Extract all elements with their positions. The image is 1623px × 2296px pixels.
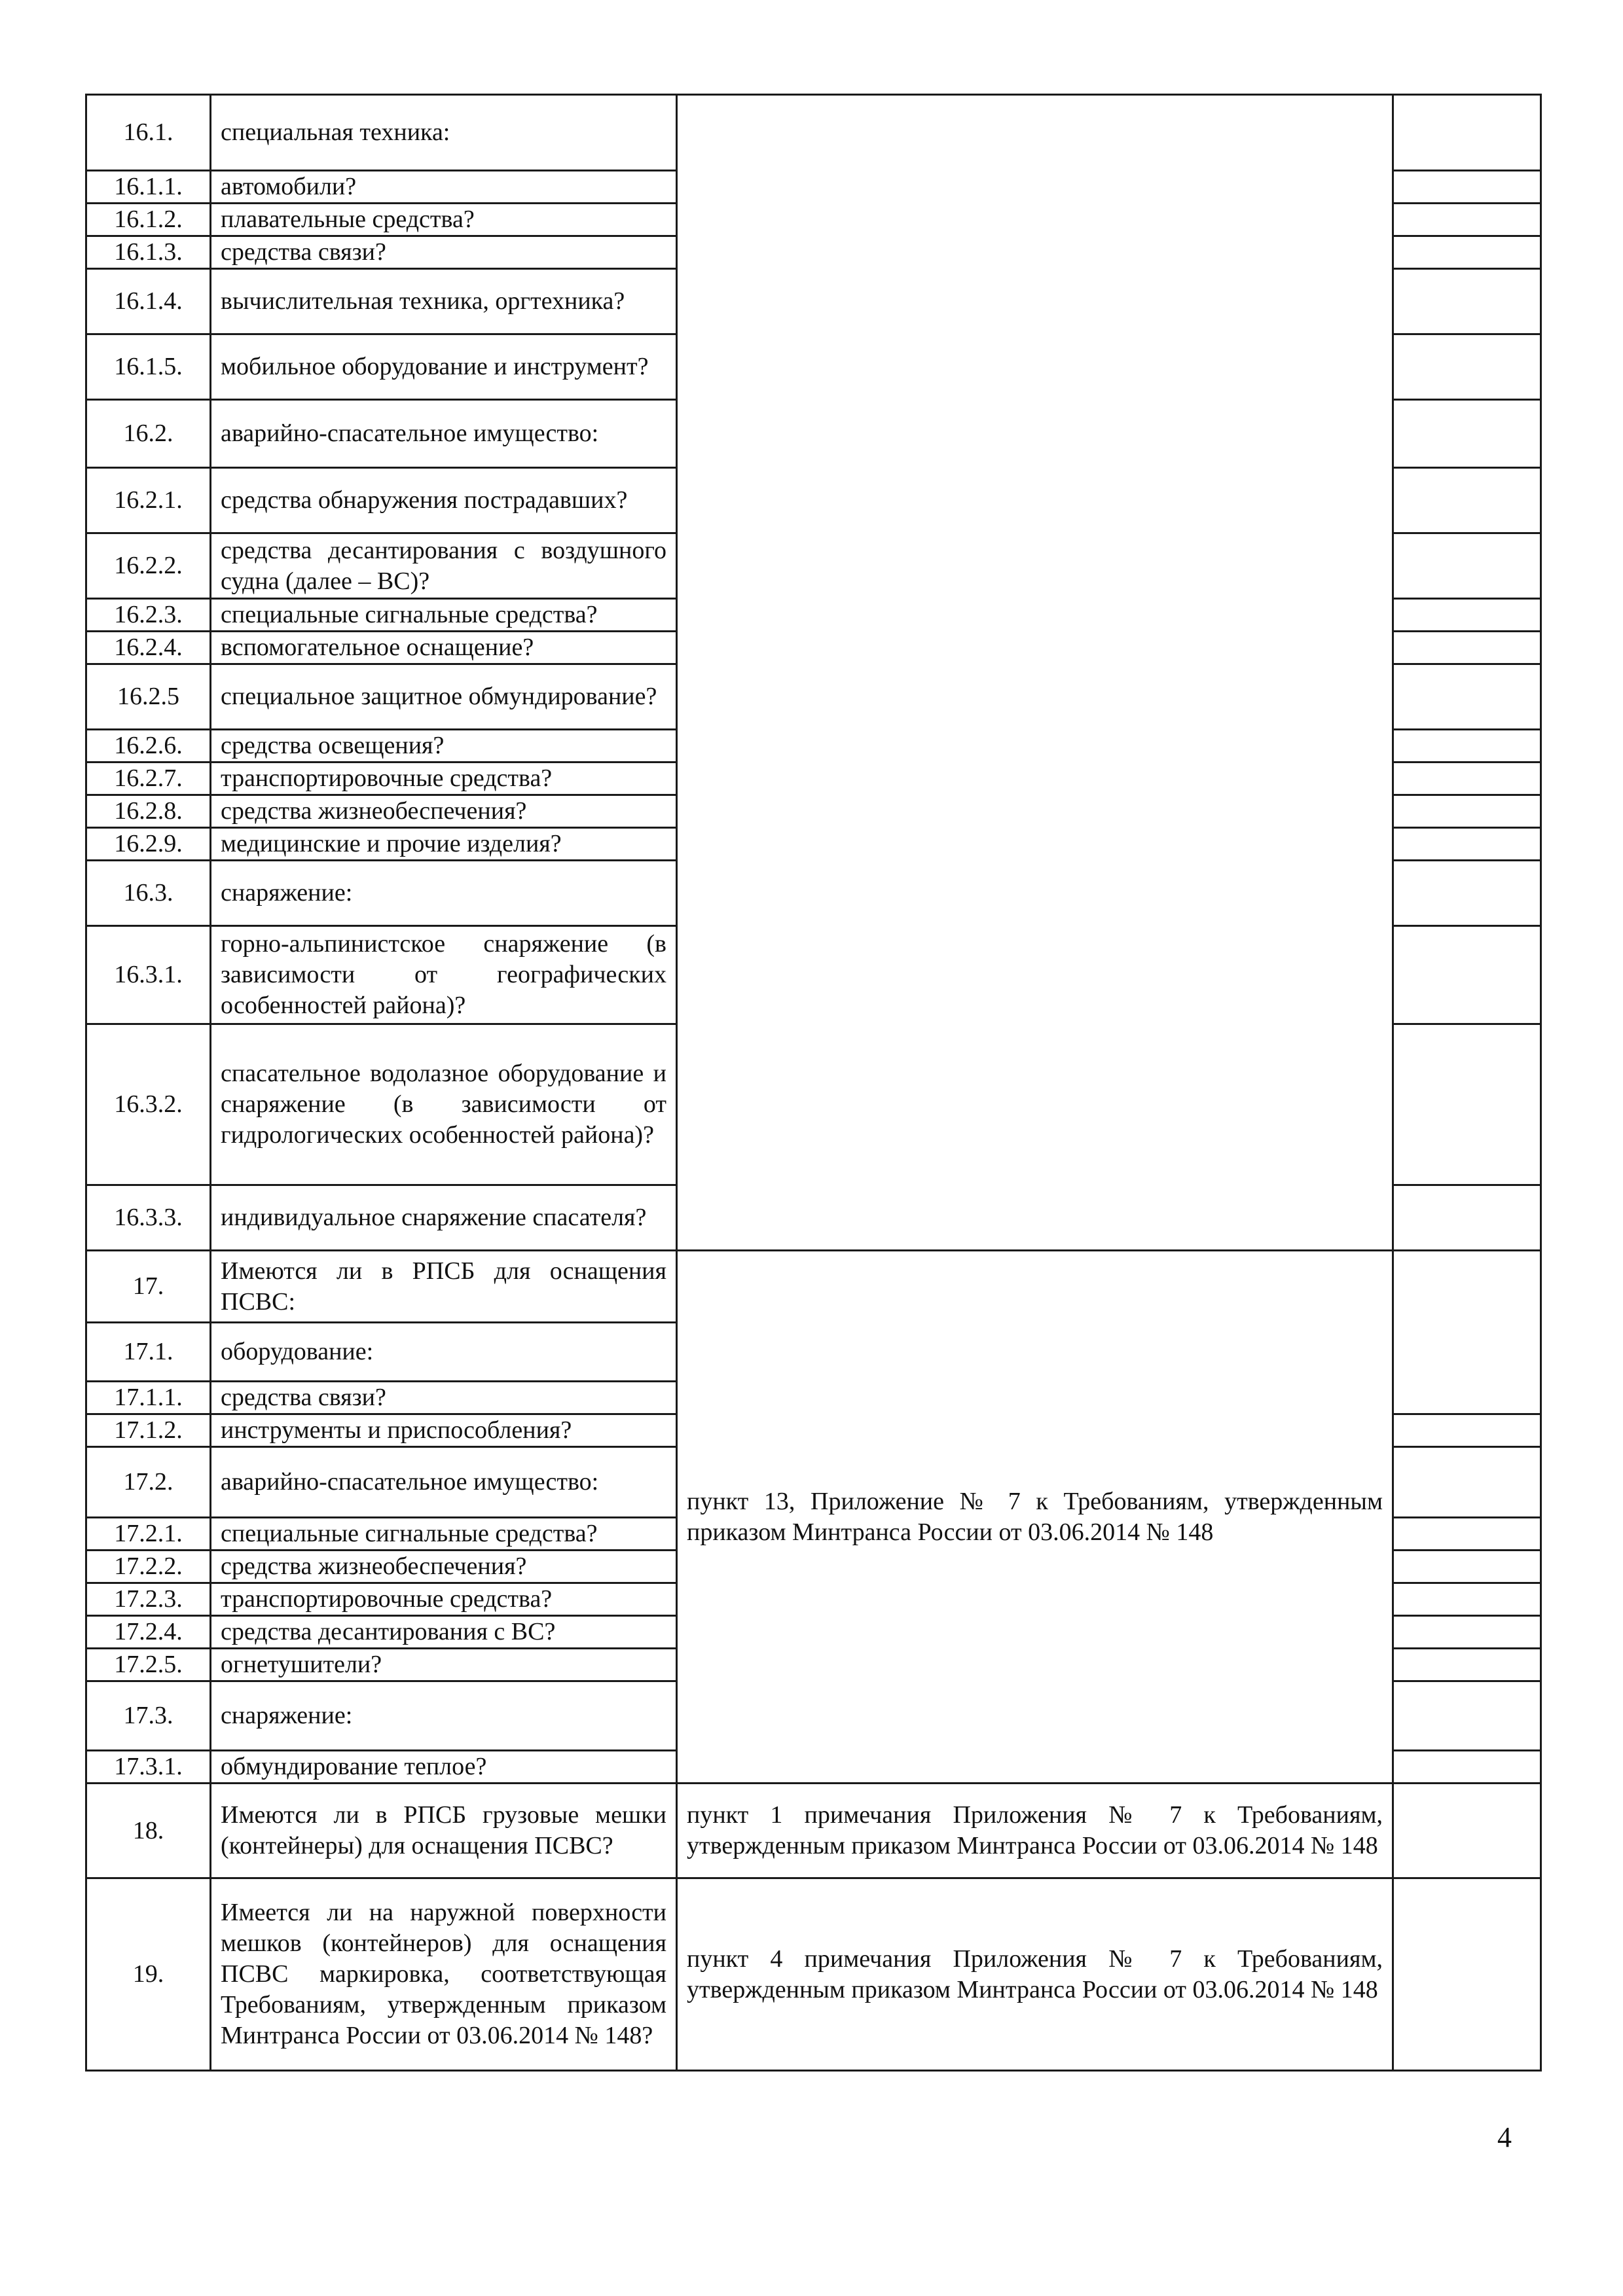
row-number: 16.2.7. — [86, 762, 211, 795]
row-number: 17.1. — [86, 1323, 211, 1382]
answer-cell — [1393, 1649, 1541, 1681]
row-number: 18. — [86, 1784, 211, 1878]
answer-cell — [1393, 1024, 1541, 1185]
answer-cell — [1393, 236, 1541, 269]
row-number: 17.1.2. — [86, 1414, 211, 1447]
row-question: средства освещения? — [211, 730, 677, 762]
row-number: 17.3. — [86, 1681, 211, 1751]
row-question: средства десантирования с воздушного судна (далее – ВС)? — [211, 533, 677, 599]
row-question: аварийно-спасательное имущество: — [211, 400, 677, 468]
row-number: 16.2.5 — [86, 664, 211, 730]
row-question: горно-альпинистское снаряжение (в зависимости от географических особенностей района)? — [211, 926, 677, 1024]
row-number: 17.1.1. — [86, 1382, 211, 1414]
row-question: Имеются ли в РПСБ для оснащения ПСВС: — [211, 1251, 677, 1323]
answer-cell — [1393, 762, 1541, 795]
answer-cell — [1393, 95, 1541, 171]
table-row — [86, 1251, 1541, 1323]
answer-cell — [1393, 795, 1541, 828]
row-number: 17.3.1. — [86, 1751, 211, 1784]
row-question: снаряжение: — [211, 861, 677, 926]
row-question: аварийно-спасательное имущество: — [211, 1447, 677, 1518]
answer-cell — [1393, 204, 1541, 236]
row-number: 16.3.3. — [86, 1185, 211, 1251]
row-number: 16.1.5. — [86, 334, 211, 400]
row-number: 16.2.4. — [86, 632, 211, 664]
table-row — [86, 1878, 1541, 2071]
row-number: 16.1. — [86, 95, 211, 171]
row-question: средства десантирования с ВС? — [211, 1616, 677, 1649]
row-question: специальная техника: — [211, 95, 677, 171]
answer-cell — [1393, 1447, 1541, 1518]
row-number: 17.2.3. — [86, 1583, 211, 1616]
row-question: автомобили? — [211, 171, 677, 204]
checklist-table — [85, 94, 1542, 2072]
row-number: 16.1.1. — [86, 171, 211, 204]
row-question: Имеется ли на наружной поверхности мешков (контейнеров) для оснащения ПСВС маркировка, соответствующая Требованиям, утвержденным приказом Минтранса России от 03.06.2014 № 148? — [211, 1878, 677, 2071]
row-question: мобильное оборудование и инструмент? — [211, 334, 677, 400]
answer-cell — [1393, 400, 1541, 468]
answer-cell — [1393, 861, 1541, 926]
answer-cell — [1393, 1681, 1541, 1751]
row-question: огнетушители? — [211, 1649, 677, 1681]
answer-cell — [1393, 730, 1541, 762]
table-row — [86, 1784, 1541, 1878]
row-number: 16.2.6. — [86, 730, 211, 762]
row-number: 17.2.4. — [86, 1616, 211, 1649]
answer-cell — [1393, 1551, 1541, 1583]
answer-cell — [1393, 1878, 1541, 2071]
row-question: Имеются ли в РПСБ грузовые мешки (контейнеры) для оснащения ПСВС? — [211, 1784, 677, 1878]
row-question: вычислительная техника, оргтехника? — [211, 269, 677, 334]
row-number: 16.1.2. — [86, 204, 211, 236]
answer-cell — [1393, 632, 1541, 664]
answer-cell — [1393, 269, 1541, 334]
row-question: оборудование: — [211, 1323, 677, 1382]
answer-cell — [1393, 1518, 1541, 1551]
row-question: средства обнаружения пострадавших? — [211, 468, 677, 533]
row-number: 17. — [86, 1251, 211, 1323]
answer-cell — [1393, 1414, 1541, 1447]
answer-cell — [1393, 926, 1541, 1024]
reference-cell-empty — [677, 95, 1393, 1251]
row-number: 19. — [86, 1878, 211, 2071]
answer-cell — [1393, 828, 1541, 861]
row-number: 16.1.4. — [86, 269, 211, 334]
row-number: 16.2.8. — [86, 795, 211, 828]
row-question: средства связи? — [211, 1382, 677, 1414]
row-question: транспортировочные средства? — [211, 762, 677, 795]
row-number: 16.3.2. — [86, 1024, 211, 1185]
answer-cell — [1393, 599, 1541, 632]
answer-cell — [1393, 1583, 1541, 1616]
page-number: 4 — [1497, 2121, 1512, 2153]
row-number: 16.2.3. — [86, 599, 211, 632]
answer-cell — [1393, 1784, 1541, 1878]
answer-cell — [1393, 533, 1541, 599]
answer-cell — [1393, 1251, 1541, 1414]
row-question: медицинские и прочие изделия? — [211, 828, 677, 861]
row-question: вспомогательное оснащение? — [211, 632, 677, 664]
answer-cell — [1393, 1751, 1541, 1784]
answer-cell — [1393, 664, 1541, 730]
answer-cell — [1393, 468, 1541, 533]
row-question: специальные сигнальные средства? — [211, 1518, 677, 1551]
row-number: 16.2.1. — [86, 468, 211, 533]
row-number: 16.2. — [86, 400, 211, 468]
row-number: 16.2.9. — [86, 828, 211, 861]
row-number: 17.2. — [86, 1447, 211, 1518]
row-question: обмундирование теплое? — [211, 1751, 677, 1784]
row-question: индивидуальное снаряжение спасателя? — [211, 1185, 677, 1251]
answer-cell — [1393, 1185, 1541, 1251]
row-question: специальное защитное обмундирование? — [211, 664, 677, 730]
row-question: инструменты и приспособления? — [211, 1414, 677, 1447]
table-row — [86, 95, 1541, 171]
row-question: транспортировочные средства? — [211, 1583, 677, 1616]
row-number: 17.2.1. — [86, 1518, 211, 1551]
row-number: 16.1.3. — [86, 236, 211, 269]
row-number: 17.2.5. — [86, 1649, 211, 1681]
reference-cell: пункт 1 примечания Приложения № 7 к Требованиям, утвержденным приказом Минтранса России от 03.06.2014 № 148 — [677, 1784, 1393, 1878]
reference-cell: пункт 13, Приложение № 7 к Требованиям, утвержденным приказом Минтранса России от 03.06.2014 № 148 — [677, 1251, 1393, 1784]
row-number: 16.3. — [86, 861, 211, 926]
row-number: 16.3.1. — [86, 926, 211, 1024]
row-question: снаряжение: — [211, 1681, 677, 1751]
row-number: 16.2.2. — [86, 533, 211, 599]
row-number: 17.2.2. — [86, 1551, 211, 1583]
reference-cell: пункт 4 примечания Приложения № 7 к Требованиям, утвержденным приказом Минтранса России от 03.06.2014 № 148 — [677, 1878, 1393, 2071]
answer-cell — [1393, 1616, 1541, 1649]
row-question: плавательные средства? — [211, 204, 677, 236]
answer-cell — [1393, 334, 1541, 400]
row-question: средства жизнеобеспечения? — [211, 1551, 677, 1583]
row-question: средства жизнеобеспечения? — [211, 795, 677, 828]
row-question: специальные сигнальные средства? — [211, 599, 677, 632]
row-question: средства связи? — [211, 236, 677, 269]
answer-cell — [1393, 171, 1541, 204]
row-question: спасательное водолазное оборудование и снаряжение (в зависимости от гидрологических особенностей района)? — [211, 1024, 677, 1185]
